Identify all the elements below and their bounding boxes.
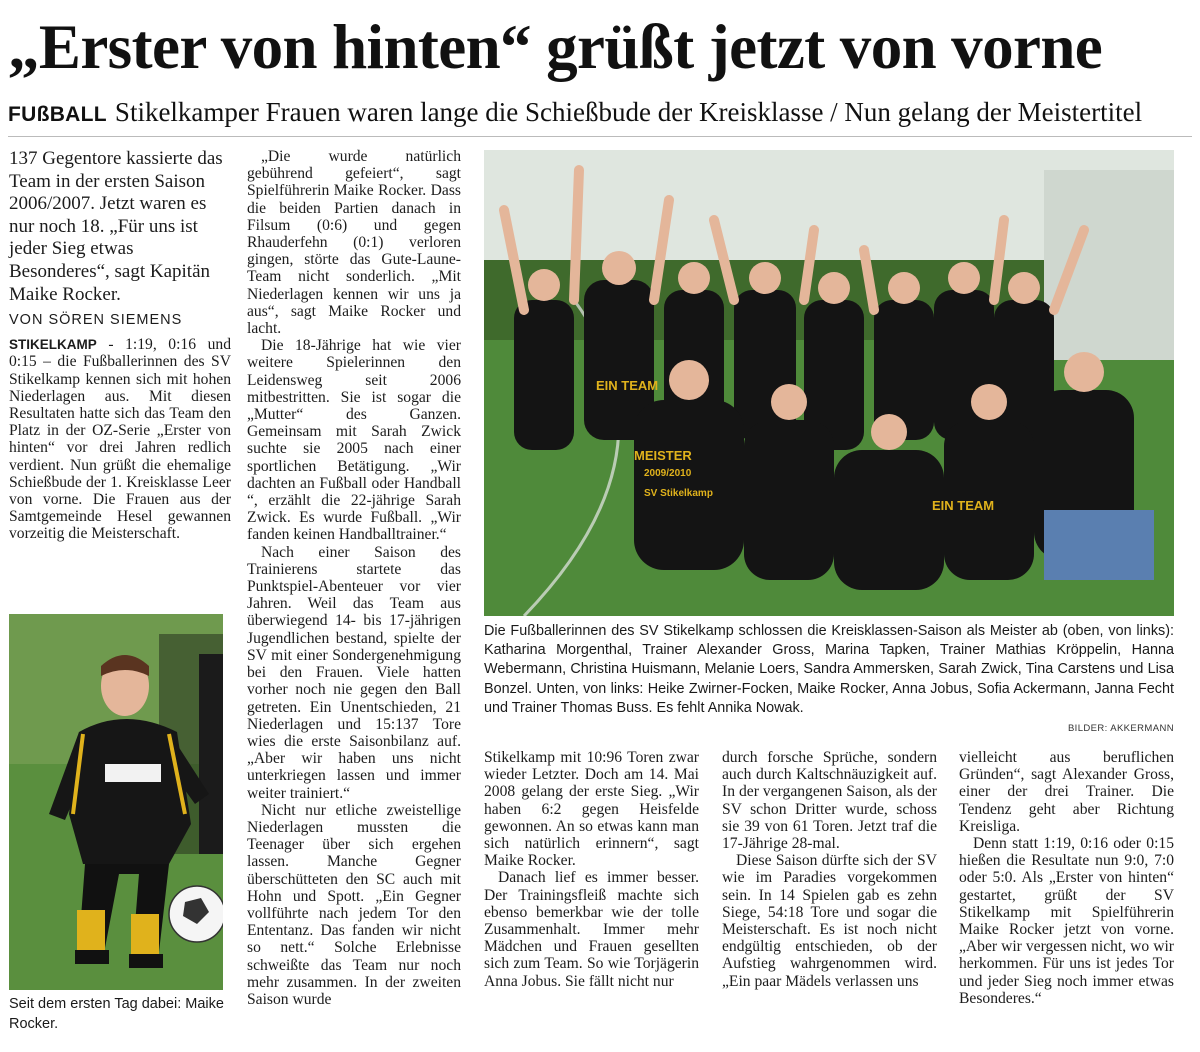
paragraph: Nach einer Saison des Trainierens startete das Punktspiel-Abenteuer vor vier Jahren. Weil das Team aus überwiegend 14- bis 17-jährigen Jugendlichen bestand, spielte der SV mit einer Sondergenehmigung bei den Frauen. Viele hatten vorher noch nie gegen den Ball getreten. Ein Unentschieden, 21 Niederlagen und 15:137 Tore wies die erste Saisonbilanz auf. „Aber wir haben uns nicht unterkriegen lassen und immer weiter trainiert.“ [247,543,461,802]
col1-body: - 1:19, 0:16 und 0:15 – die Fußballerinnen des SV Stikelkamp kennen sich mit hohen Niederlagen aus. Mit diesen Resultaten hatte sich das Team den Platz in der OZ-Serie „Erster von hinten“ vor drei Jahren redlich verdient. Nun grüßt die ehemalige Schießbude der 1. Kreisklasse Leer von vorne. Die Frauen aus der Samtgemeinde Hesel gewannen vorzeitig die Meisterschaft. [9,336,231,543]
intro-text: 137 Gegentore kassierte das Team in der ersten Saison 2006/2007. Jetzt waren es nur noch 18. „Für uns ist jeder Sieg etwas Besonderes“, sagt Kapitän Maike Rocker. [9,148,223,305]
shirt-text: EIN TEAM [932,498,995,513]
paragraph: Die 18-Jährige hat wie vier weitere Spielerinnen den Leidensweg seit 2006 mitbestritten. Sie ist sogar die „Mutter“ des Ganzen. Gemeinsam mit Sarah Zwick suchte sie 2005 nach einer sportlichen Betätigung. „Wir dachten an Fußball oder Handball “, erzählt die 22-jährige Sarah Zwick. Es wurde Fußball. „Wir fanden keinen Handballtrainer.“ [247,337,461,544]
headline: „Erster von hinten“ grüßt jetzt von vorne [8,12,1103,82]
column-5 [959,749,1174,1007]
paragraph: Danach lief es immer besser. Der Trainingsfleiß machte sich ebenso bemerkbar wie der tolle Zusammenhalt. Immer mehr Mädchen und Frauen gesellten sich zum Team. So wie Torjägerin Anna Jobus. Sie fällt nicht nur [484,869,699,990]
headline-divider [8,136,1192,137]
column-3 [484,749,699,990]
shirt-text: MEISTER [634,448,692,463]
shirt-text: SV Stikelkamp [644,488,713,499]
paragraph: Denn statt 1:19, 0:16 oder 0:15 hießen die Resultate nun 9:0, 7:0 oder 5:0. Als „Erster von hinten“ gestartet, grüßt der SV Stikelkamp mit Spielführerin Maike Rocker jetzt von vorne. „Aber wir vergessen nicht, wo wir herkommen. Für uns ist jedes Tor und jeder Sieg noch immer etwas Besonderes.“ [959,835,1174,1007]
player-photo [9,614,223,990]
byline: VON SÖREN SIEMENS [9,312,183,329]
shirt-text: EIN TEAM [596,378,659,393]
paragraph: vielleicht aus beruflichen Gründen“, sagt Alexander Gross, einer der drei Trainer. Die Tendenz geht aber Richtung Kreisliga. [959,749,1174,835]
article-body-start [9,336,231,542]
paragraph: „Die wurde natürlich gebührend gefeiert“, sagt Spielführerin Maike Rocker. Dass die beiden Partien danach in Filsum (0:6) und gegen Rhauderfehn (0:1) verloren gingen, störte das Gute-Laune-Team nicht sonderlich. „Mit Niederlagen kennen wir uns ja aus“, sagt Maike Rocker und lacht. [247,148,461,338]
photo-credit: BILDER: AKKERMANN [1067,723,1174,734]
team-photo [484,150,1174,616]
photo-caption-big: Die Fußballerinnen des SV Stikelkamp schlossen die Kreisklassen-Saison als Meister ab (oben, von links): Katharina Morgenthal, Trainer Alexander Gross, Marina Tapken, Trainer Mathias Kröppelin, Hanna Webermann, Christina Huismann, Melanie Loers, Sandra Ammersken, Sarah Zwick, Tina Carstens und Lisa Bonzel. Unten, von links: Heike Zwirner-Focken, Maike Rocker, Anna Jobus, Sofia Ackermann, Janna Fecht und Trainer Thomas Buss. Es fehlt Annika Nowak. [484,623,1174,716]
paragraph: Diese Saison dürfte sich der SV wie im Paradies vorgekommen sein. In 14 Spielen gab es zehn Siege, 54:18 Tore und sogar die Meisterschaft. Es ist noch nicht endgültig entschieden, ob der Aufstieg wahrgenommen wird. „Ein paar Mädels verlassen uns [722,852,937,990]
paragraph: Nicht nur etliche zweistellige Niederlagen mussten die Teenager über sich ergehen lassen. Manche Gegner überschütteten den SC auch mit Hohn und Spott. „Ein Gegner vollführte nach jedem Tor den Ententanz. Das fanden wir nicht so nett.“ Solche Erlebnisse schweißte das Team nur noch mehr zusammen. In der zweiten Saison wurde [247,801,461,1008]
column-1 [9,148,231,543]
paragraph: Stikelkamp mit 10:96 Toren zwar wieder Letzter. Doch am 14. Mai 2008 gelang der erste Sieg. „Wir haben 6:2 gegen Heisfelde gewonnen. An so etwas kann man sich natürlich erinnern“, sagt Maike Rocker. [484,749,699,870]
column-2 [247,148,461,1008]
paragraph: durch forsche Sprüche, sondern auch durch Kaltschnäuzigkeit auf. In der vergangenen Saison, als der SV schon Dritter wurde, schoss sie 39 von 61 Toren. Jetzt traf die 17-Jährige 28-mal. [722,749,937,853]
section-kicker: FUßBALL [8,103,107,126]
dateline: STIKELKAMP [9,337,97,353]
subheadline-text: Stikelkamper Frauen waren lange die Schießbude der Kreisklasse / Nun gelang der Meistertitel [114,97,1143,127]
column-4 [722,749,937,990]
photo-caption-small: Seit dem ersten Tag dabei: Maike Rocker. [9,996,224,1032]
shirt-text: 2009/2010 [644,468,692,479]
subheadline [8,94,1192,133]
